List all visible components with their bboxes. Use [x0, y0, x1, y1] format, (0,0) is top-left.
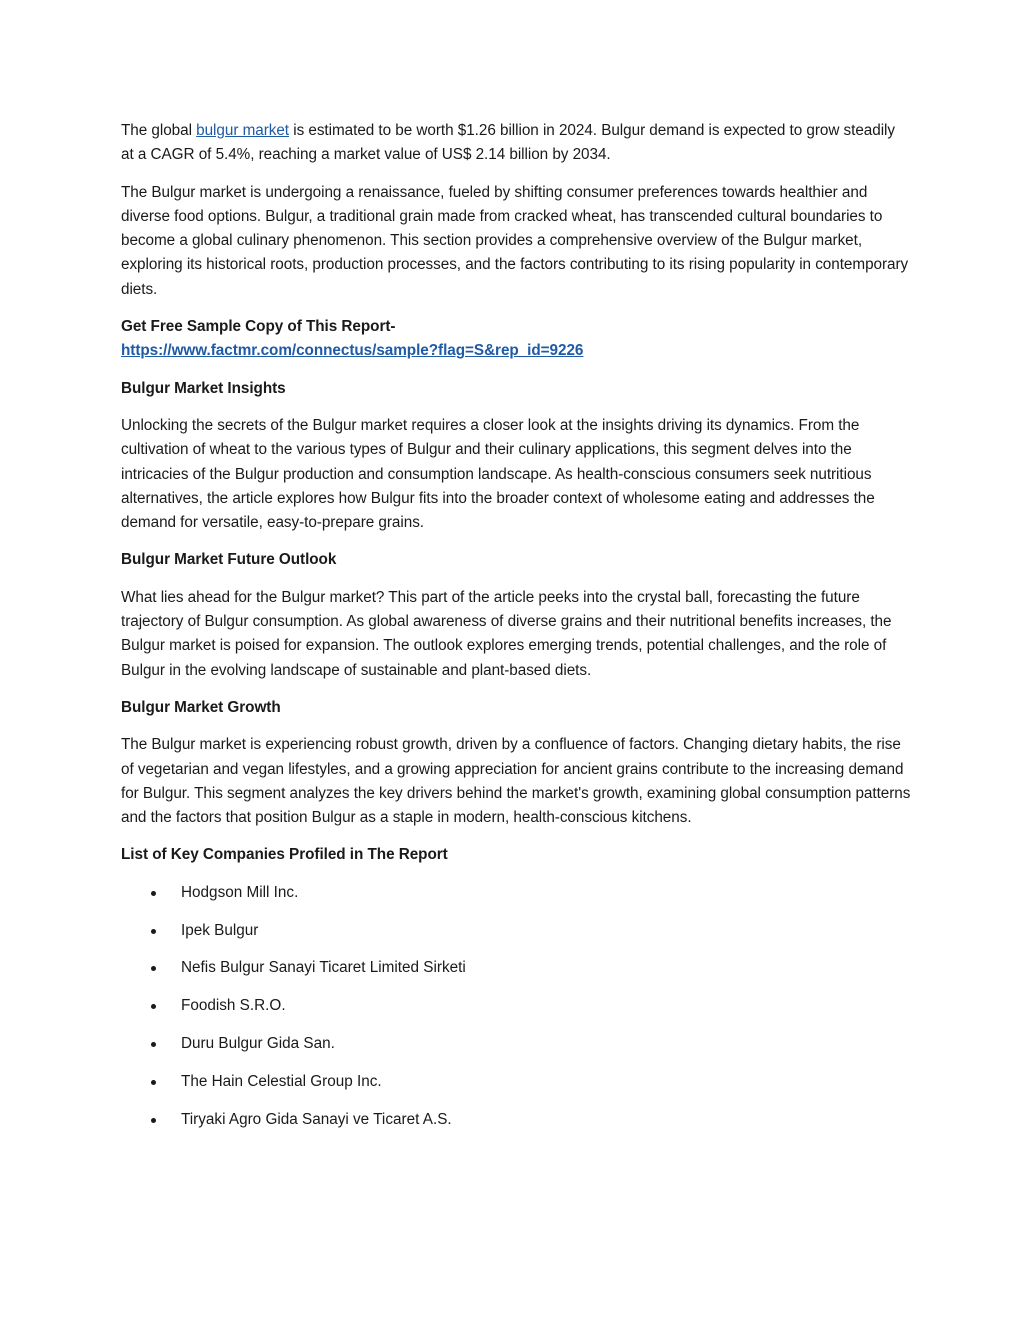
intro-paragraph — [121, 119, 911, 168]
company-name: Ipek Bulgur — [181, 921, 259, 939]
list-item — [121, 1108, 911, 1132]
company-name: Nefis Bulgur Sanayi Ticaret Limited Sirketi — [181, 959, 466, 977]
bullet-icon — [151, 1118, 156, 1123]
overview-paragraph: The Bulgur market is undergoing a renaissance, fueled by shifting consumer preferences towards healthier and diverse food options. Bulgur, a traditional grain made from cracked wheat, has transcended cultural boundaries to become a global culinary phenomenon. This section provides a comprehensive overview of the Bulgur market, exploring its historical roots, production processes, and the factors contributing to its rising popularity in contemporary diets. — [121, 183, 909, 298]
company-name: Hodgson Mill Inc. — [181, 883, 299, 901]
document-page — [121, 119, 911, 1145]
list-item — [121, 919, 911, 943]
bullet-icon — [151, 891, 156, 896]
intro-suffix: is estimated to be worth $1.26 billion in 2024. Bulgur demand is expected to grow steadily at a CAGR of 5.4%, reaching a market value of US$ 2.14 billion by 2034. — [121, 122, 895, 164]
sample-copy-block — [121, 315, 911, 364]
sample-copy-link[interactable]: https://www.factmr.com/connectus/sample?flag=S&rep_id=9226 — [121, 342, 584, 360]
bulgur-market-link[interactable]: bulgur market — [196, 122, 290, 139]
bullet-icon — [151, 1080, 156, 1085]
list-item — [121, 881, 911, 905]
list-item — [121, 994, 911, 1018]
list-item — [121, 956, 911, 980]
company-name: The Hain Celestial Group Inc. — [181, 1072, 382, 1090]
list-item — [121, 1070, 911, 1094]
growth-heading: Bulgur Market Growth — [121, 698, 281, 716]
bullet-icon — [151, 929, 156, 934]
insights-paragraph: Unlocking the secrets of the Bulgur market requires a closer look at the insights driving its dynamics. From the cultivation of wheat to the various types of Bulgur and their culinary applications, this segment delves into the intricacies of the Bulgur production and consumption landscape. As health-conscious consumers seek nutritious alternatives, the article explores how Bulgur fits into the broader context of wholesome eating and addresses the demand for versatile, easy-to-prepare grains. — [121, 416, 875, 532]
list-item — [121, 1032, 911, 1056]
insights-heading: Bulgur Market Insights — [121, 379, 286, 397]
intro-prefix: The global — [121, 122, 197, 139]
company-name: Duru Bulgur Gida San. — [181, 1034, 335, 1052]
company-name: Tiryaki Agro Gida Sanayi ve Ticaret A.S. — [181, 1110, 452, 1128]
future-outlook-heading: Bulgur Market Future Outlook — [121, 551, 337, 569]
companies-heading: List of Key Companies Profiled in The Report — [121, 846, 448, 864]
growth-paragraph: The Bulgur market is experiencing robust growth, driven by a confluence of factors. Changing dietary habits, the rise of vegetarian and vegan lifestyles, and a growing appreciation for ancient grains contribute to the increasing demand for Bulgur. This segment analyzes the key drivers behind the market's growth, examining global consumption patterns and the factors that position Bulgur as a staple in modern, health-conscious kitchens. — [121, 736, 911, 827]
bullet-icon — [151, 966, 156, 971]
bullet-icon — [151, 1004, 156, 1009]
bullet-icon — [151, 1042, 156, 1047]
sample-copy-label: Get Free Sample Copy of This Report- — [121, 318, 396, 336]
future-outlook-paragraph: What lies ahead for the Bulgur market? This part of the article peeks into the crystal ball, forecasting the future trajectory of Bulgur consumption. As global awareness of diverse grains and their nutritional benefits increases, the Bulgur market is poised for expansion. The outlook explores emerging trends, potential challenges, and the role of Bulgur in the evolving landscape of sustainable and plant-based diets. — [121, 588, 892, 679]
company-name: Foodish S.R.O. — [181, 997, 286, 1015]
companies-list — [121, 881, 911, 1132]
